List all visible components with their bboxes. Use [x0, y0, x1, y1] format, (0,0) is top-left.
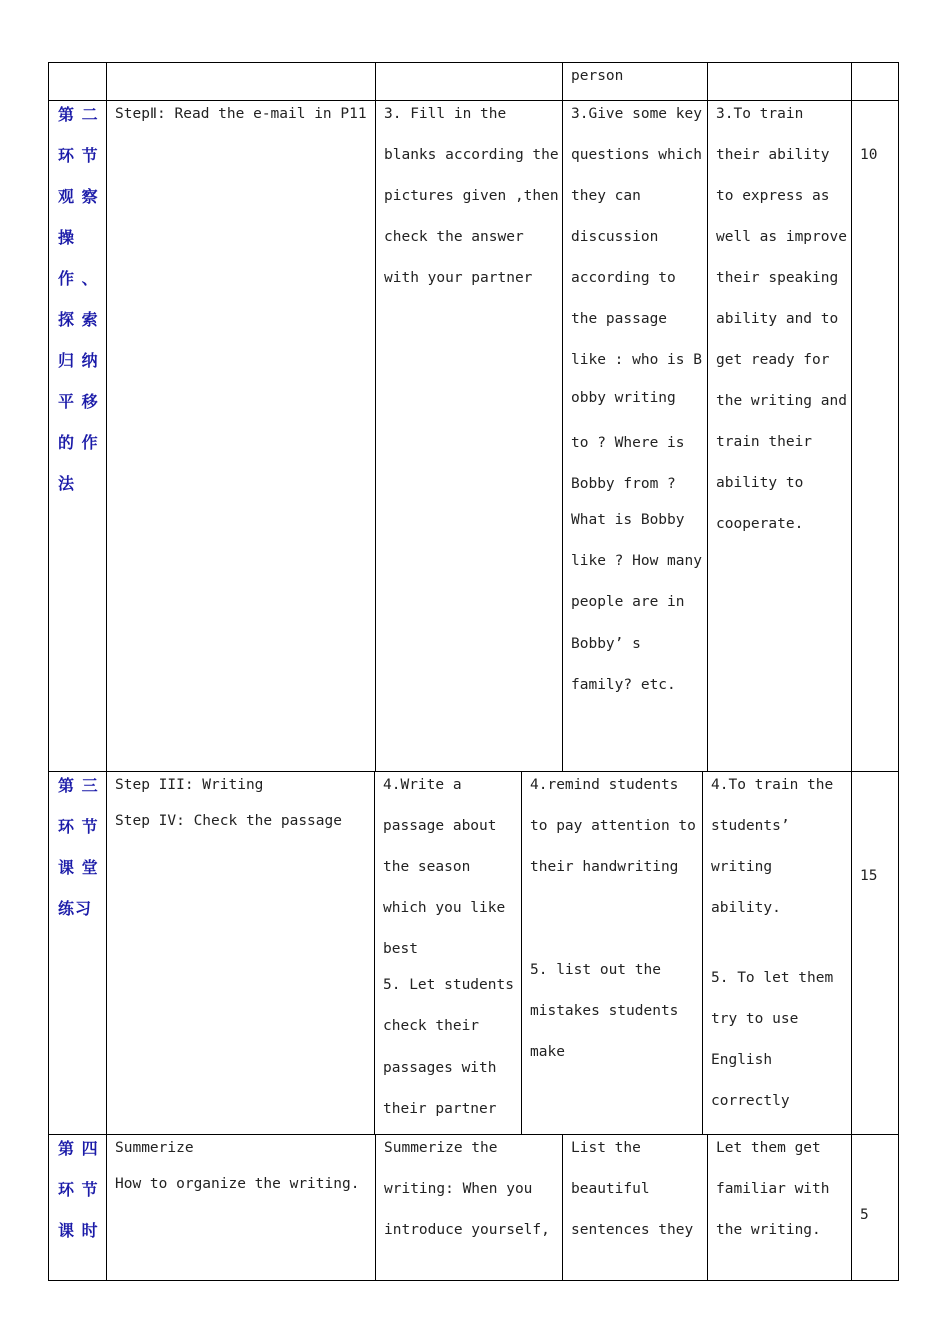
cell-line: writing: When you: [384, 1181, 533, 1197]
cell-line: obby writing: [571, 390, 676, 406]
stage-label-line: 法: [58, 474, 76, 493]
column-divider: [562, 62, 563, 771]
stage-label-line: 课 堂: [58, 858, 99, 877]
column-divider: [707, 1134, 708, 1280]
stage-label-line: 观 察: [58, 187, 99, 206]
cell-line: 5. list out the: [530, 962, 661, 978]
cell-line: Bobby’ s: [571, 636, 641, 652]
table-border-bottom: [48, 1280, 899, 1281]
stage-label-line: 环 节: [58, 146, 99, 165]
stage-label-line: 平 移: [58, 392, 99, 411]
cell-line: 5. Let students: [383, 977, 514, 993]
column-divider: [375, 1134, 376, 1280]
cell-line: they can: [571, 188, 641, 204]
column-divider: [374, 771, 375, 1134]
cell-line: passages with: [383, 1060, 497, 1076]
cell-line: make: [530, 1044, 565, 1060]
cell-line: List the: [571, 1140, 641, 1156]
cell-line: writing: [711, 859, 773, 875]
cell-line: their speaking: [716, 270, 839, 286]
cell-line: pictures given ,then: [384, 188, 559, 204]
cell-line: 4.To train the: [711, 777, 834, 793]
cell-line: their handwriting: [530, 859, 679, 875]
stage-label-line: 第 二: [58, 105, 99, 124]
table-border-left: [48, 62, 49, 1281]
cell-line: discussion: [571, 229, 659, 245]
stage-label-line: 的 作: [58, 433, 99, 452]
stage-label-line: 环 节: [58, 817, 99, 836]
column-divider: [707, 62, 708, 771]
cell-line: get ready for: [716, 352, 830, 368]
cell-line: ability and to: [716, 311, 839, 327]
cell-line: introduce yourself,: [384, 1222, 550, 1238]
cell-line: 3.Give some key: [571, 106, 702, 122]
cell-line: blanks according the: [384, 147, 559, 163]
cell-line: 4.Write a: [383, 777, 462, 793]
cell-line: sentences they: [571, 1222, 694, 1238]
step-cell-line: StepⅡ: Read the e-mail in P11: [115, 106, 367, 122]
cell-line: How to organize the writing.: [115, 1176, 360, 1192]
time-value: 5: [860, 1207, 869, 1223]
activity-cell-line: person: [571, 68, 624, 84]
cell-line: check their: [383, 1018, 480, 1034]
cell-line: the passage: [571, 311, 668, 327]
table-border-right: [898, 62, 899, 1281]
cell-line: try to use: [711, 1011, 799, 1027]
cell-line: students’: [711, 818, 790, 834]
cell-line: their partner: [383, 1101, 497, 1117]
cell-line: 4.remind students: [530, 777, 679, 793]
cell-line: with your partner: [384, 270, 533, 286]
stage-label-line: 练习: [58, 899, 93, 918]
cell-line: Summerize: [115, 1140, 194, 1156]
time-value: 15: [860, 868, 878, 884]
cell-line: family? etc.: [571, 677, 676, 693]
stage-label-line: 操: [58, 228, 76, 247]
cell-line: the writing.: [716, 1222, 821, 1238]
cell-line: the writing and: [716, 393, 847, 409]
cell-line: mistakes students: [530, 1003, 679, 1019]
column-divider: [702, 771, 703, 1134]
cell-line: people are in: [571, 594, 685, 610]
cell-line: Summerize the: [384, 1140, 498, 1156]
cell-line: 3. Fill in the: [384, 106, 507, 122]
stage-label-line: 探 索: [58, 310, 99, 329]
column-divider: [375, 62, 376, 771]
column-divider: [562, 1134, 563, 1280]
stage-label-line: 第 三: [58, 776, 99, 795]
cell-line: like : who is B: [571, 352, 702, 368]
stage-label-line: 环 节: [58, 1180, 99, 1199]
cell-line: check the answer: [384, 229, 524, 245]
cell-line: to ? Where is: [571, 435, 685, 451]
cell-line: the season: [383, 859, 471, 875]
cell-line: passage about: [383, 818, 497, 834]
cell-line: beautiful: [571, 1181, 650, 1197]
cell-line: 3.To train: [716, 106, 804, 122]
cell-line: Bobby from ?: [571, 476, 676, 492]
cell-line: English: [711, 1052, 773, 1068]
cell-line: Step III: Writing: [115, 777, 264, 793]
cell-line: questions which: [571, 147, 702, 163]
cell-line: well as improve: [716, 229, 847, 245]
cell-line: cooperate.: [716, 516, 804, 532]
table-border-top: [48, 62, 899, 63]
cell-line: to pay attention to: [530, 818, 696, 834]
stage-label-line: 归 纳: [58, 351, 99, 370]
cell-line: ability to: [716, 475, 804, 491]
stage-label-line: 课 时: [58, 1221, 99, 1240]
cell-line: best: [383, 941, 418, 957]
time-value: 10: [860, 147, 878, 163]
cell-line: train their: [716, 434, 813, 450]
cell-line: Let them get: [716, 1140, 821, 1156]
column-divider: [106, 62, 107, 1281]
stage-label-line: 第 四: [58, 1139, 99, 1158]
cell-line: to express as: [716, 188, 830, 204]
cell-line: familiar with: [716, 1181, 830, 1197]
cell-line: Step IV: Check the passage: [115, 813, 342, 829]
cell-line: like ? How many: [571, 553, 702, 569]
column-divider: [521, 771, 522, 1134]
cell-line: correctly: [711, 1093, 790, 1109]
cell-line: ability.: [711, 900, 781, 916]
column-divider: [851, 62, 852, 1281]
cell-line: which you like: [383, 900, 506, 916]
cell-line: their ability: [716, 147, 830, 163]
stage-label-line: 作 、: [58, 269, 99, 288]
cell-line: according to: [571, 270, 676, 286]
cell-line: 5. To let them: [711, 970, 834, 986]
cell-line: What is Bobby: [571, 512, 685, 528]
